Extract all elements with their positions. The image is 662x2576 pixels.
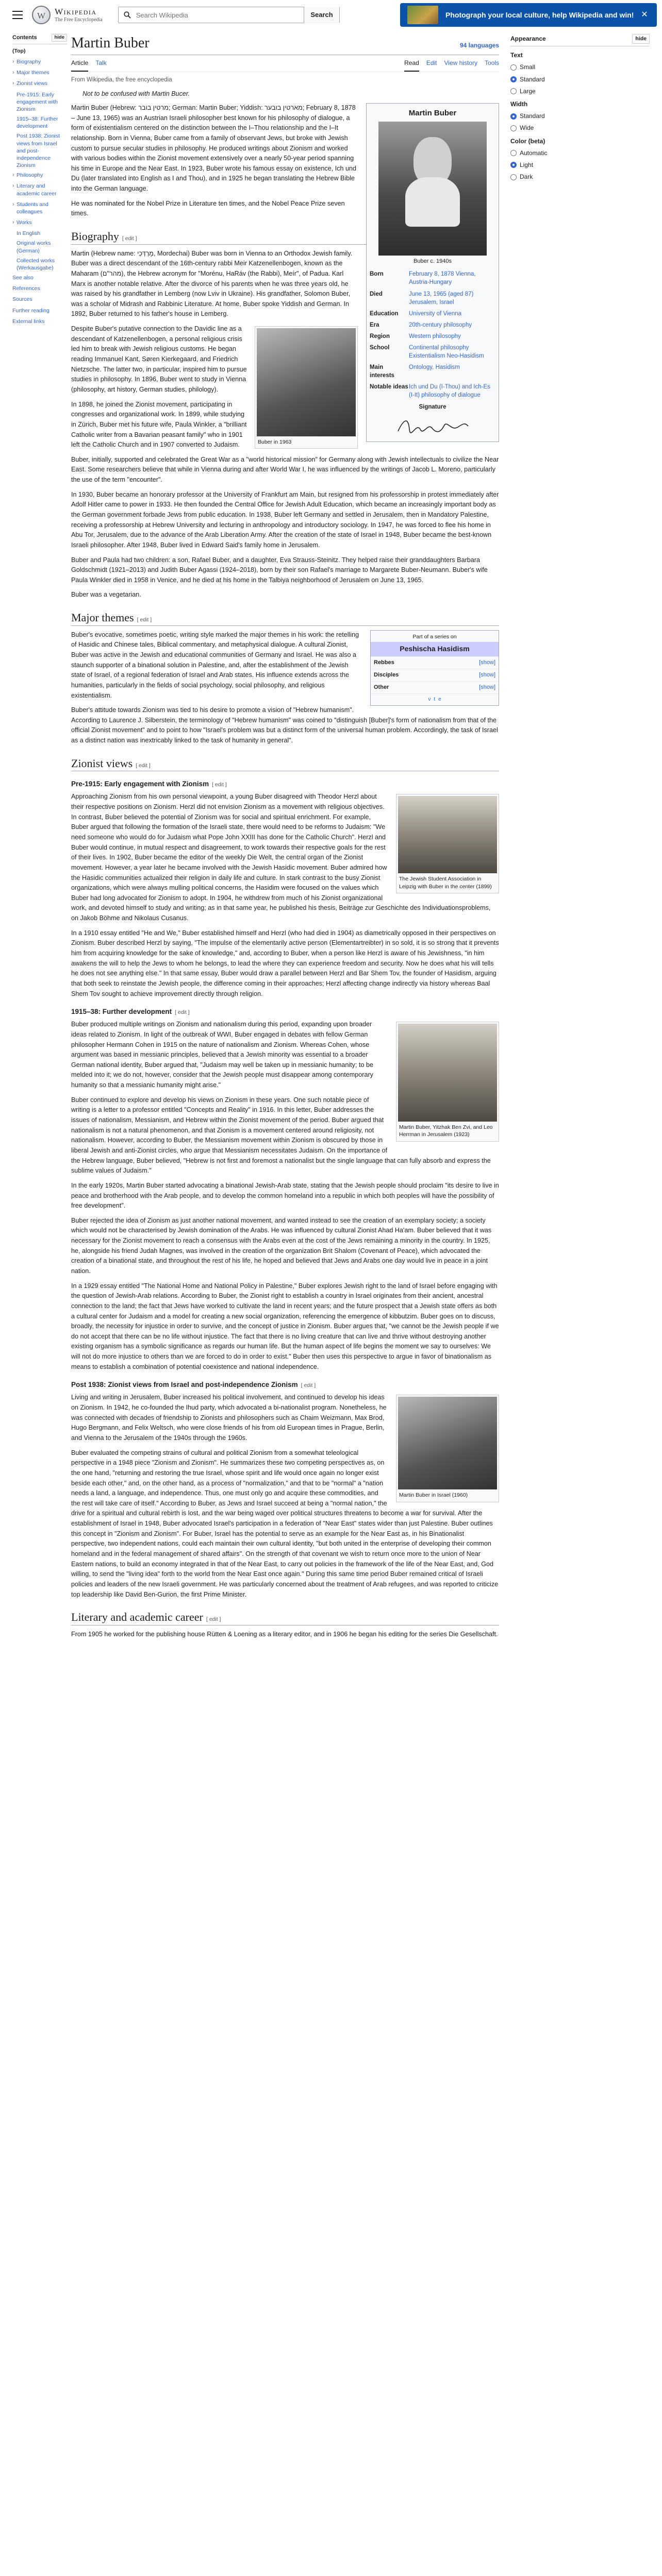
- infobox-row: [369, 342, 496, 362]
- infobox-rows: [369, 268, 496, 412]
- figure-student-association: [396, 794, 499, 893]
- signature-image: [369, 415, 496, 437]
- radio-icon[interactable]: [510, 88, 517, 94]
- navbox-talk-link[interactable]: t: [434, 697, 436, 703]
- figure-caption: Buber in 1963: [258, 439, 292, 446]
- toc-hide-button[interactable]: hide: [52, 34, 67, 42]
- globe-icon: [32, 6, 51, 24]
- portrait-caption: Buber c. 1940s: [413, 258, 452, 264]
- color-options: [510, 148, 650, 182]
- text-size-label: Text: [510, 52, 523, 59]
- navbox-footer: [371, 693, 499, 705]
- paragraph: In a 1929 essay entitled "The National Home and National Policy in Palestine," Buber explores Jewish right to the land of Israel before engaging with the question of Jewish-Arab relations. According to Buber, the Zionist right to establish a country in Israel originates from their ancient, ancestral connection to the land; the fact that Jews have worked to cultivate the land in recent years; and the future prospect that a Jewish state offers as both a cultural center for Judaism and a model for creating a new social organization, referencing the emergence of kibbutzim. Buber goes on to discuss, broadly, the necessity for injustice in order to survive, and the concept of justice in Zionism. Buber argues that, "we cannot be the Jewish people if we do not accept that there can be no life without injustice. The fact that there is no living creature that can live and thrive without destroying another existing organism has a symbolic significance as regards our human life. But the human aspect of life begins the moment we say to ourselves: We will not do more injustice to others than we are forced to do in order to exist." Buber then uses this perspective to argue in favor of binationalism as means to establish a combination of potential coexistence and national independence.: [71, 1282, 499, 1370]
- text-size-options: [510, 62, 650, 96]
- tab-talk[interactable]: Talk: [95, 59, 107, 67]
- infobox-value[interactable]: Continental philosophy Existentialism Neo-Hasidism: [409, 345, 484, 360]
- edit-section-link[interactable]: [ edit ]: [122, 235, 137, 242]
- infobox-title: Martin Buber: [408, 108, 457, 117]
- infobox-value[interactable]: June 13, 1965 (aged 87) Jerusalem, Israel: [409, 291, 474, 306]
- hatnote: Not to be confused with Martin Bucer.: [82, 90, 190, 97]
- paragraph: Martin (Hebrew name: מָרְדְּכַי, Mordechai) Buber was born in Vienna to an Orthodox Jewish family. Buber was a direct descendant of the 16th-century rabbi Meir Katzenellenbogen, known as the Maharam (מהר"ם), the Hebrew acronym for "Morénu, HaRáv (the Rabbi), Meír", of Padua. Karl Marx is another notable relative. After the divorce of his parents when he was three years old, he was raised by his grandfather in Lemberg (now Lviv in Ukraine). His grandfather, Solomon Buber, was a scholar of Midrash and Rabbinic Literature. At home, Buber spoke Yiddish and German. In 1892, Buber returned to his father's house in Lemberg.: [71, 249, 353, 318]
- search-icon: [119, 11, 136, 19]
- toc-item[interactable]: External links: [12, 318, 45, 325]
- edit-section-link[interactable]: [ edit ]: [136, 762, 151, 769]
- paragraph: From 1905 he worked for the publishing house Rütten & Loening as a literary editor, and in 1906 he began his editing for the series Die Gesellschaft.: [71, 1630, 498, 1638]
- page-tabs: [71, 55, 499, 72]
- infobox-value[interactable]: University of Vienna: [409, 310, 462, 317]
- figure-caption: Martin Buber, Yitzhak Ben Zvi, and Leo Herrman in Jerusalem (1923): [399, 1124, 493, 1138]
- radio-icon[interactable]: [510, 113, 517, 120]
- dev-heading-text: 1915–38: Further development: [71, 1008, 172, 1016]
- tab-article[interactable]: Article: [71, 55, 88, 71]
- wikipedia-logo[interactable]: [32, 6, 103, 24]
- appearance-option[interactable]: [510, 160, 650, 170]
- appearance-option[interactable]: [510, 75, 650, 84]
- subsection-heading-post-1938: [71, 1379, 499, 1390]
- option-label: Automatic: [520, 149, 548, 157]
- paragraph: Buber rejected the idea of Zionism as just another national movement, and wanted instead to see the creation of an exemplary society; a society which would not be characterised by Jewish domination of the Arabs. He was influenced by cultural Zionist Ahad Ha'am. Buber believed that it was necessary for the Zionist movement to reach a consensus with the Arabs even at the cost of the Jews remaining a minority in the country. In 1925, he, alongside his friend Judah Magnes, was involved in the creation of the organization Brit Shalom (Covenant of Peace), which advocated the creation of a binational state, and throughout the rest of his life, he hoped and believed that Jews and Arabs one day would live in peace in a joint nation.: [71, 1216, 492, 1275]
- paragraph: Buber continued to explore and develop his views on Zionism in these years. One such notable piece of writing is a letter to a professor entitled "Concepts and Reality" in 1916. In this letter, Buber addresses the issues of nationalism, Messianism, and Hebrew within the Zionist movement of the period. Buber argued that nationalism is not a natural phenomenon, and that Zionism is a movement centered around religiosity, not nationalism. However, according to Buber, the Messianism movement within Zionism is obscured by those in liberal Jewish and anti-Zionist circles, who argue that Messianism necessitates Judaism. On the importance of the Hebrew language, Buber believed, "Hebrew is not first and foremost a nationalist but the single language that can fully absorb and express the sublime values of Judaism.": [71, 1096, 491, 1175]
- infobox-label: Notable ideas: [370, 384, 408, 391]
- toc-item[interactable]: (Top): [12, 47, 26, 54]
- toc-item[interactable]: › Major themes: [12, 69, 67, 76]
- toc-list: [12, 47, 67, 325]
- figure-buber-1963: [255, 326, 358, 449]
- subsection-heading-pre-1915: [71, 778, 499, 789]
- paragraph: In a 1910 essay entitled "He and We," Buber established himself and Herzl (who had died in 1904) as diametrically opposed in their perspectives on Zionism. Buber described Herzl by saying, "The impulse of the elementarily active person (Elementartreibter) in so sold, it is so strong that it prevents him from acquiring knowledge for the sake of knowledge," and, according to Buber, when a person like Herzl is aware of his Jewishness, "in him awakens the will to help the Jews to whom he belongs, to lead the where they can experience freedom and security. Now he does what his will tells he does not see anything else." In that same essay, Buber would draw a parallel between Herzl and Bar Shem Tov, the founder of Hasidism, arguing that both seek to reinstate the Jewish people, the difference coming in their approaches; Herzl affecting change indirectly via history whereas Baal Shem Tov sought to achieve improvement directly through religion.: [71, 929, 499, 997]
- banner-image: [407, 6, 438, 24]
- radio-icon[interactable]: [510, 174, 517, 180]
- figure-caption: Martin Buber in Israel (1960): [399, 1492, 468, 1499]
- paragraph: Despite Buber's putative connection to the Davidic line as a descendant of Katzenellenbogen, a personal religious crisis led him to break with Jewish religious customs. He began reading Immanuel Kant, Søren Kierkegaard, and Friedrich Nietzsche. The latter two, in particular, inspired him to pursue studies in philosophy. In 1896, Buber went to study in Vienna (philosophy, art history, German studies, philology).: [71, 325, 247, 393]
- toc-item[interactable]: In English: [16, 230, 41, 237]
- toc-item[interactable]: › Biography: [12, 58, 67, 65]
- photo-student-association[interactable]: [398, 796, 497, 873]
- navbox-edit-link[interactable]: e: [438, 697, 441, 703]
- page-title: Martin Buber: [71, 35, 150, 51]
- paragraph: Buber's attitude towards Zionism was tied to his desire to promote a vision of "Hebrew humanism". According to Laurence J. Silberstein, the terminology of "Hebrew humanism" was coined to "distinguish [Buber]'s form of nationalism from that of the official Zionist movement" and to point to how "Israel's problem was but a distinct form of the universal human problem. Accordingly, the task of Israel as a distinct nation was inextricably linked to the task of humanity in general".: [71, 706, 498, 744]
- option-label: Light: [520, 161, 534, 168]
- close-icon[interactable]: ✕: [641, 10, 648, 20]
- logo-tagline: The Free Encyclopedia: [55, 16, 103, 23]
- toc-item[interactable]: › Philosophy: [12, 172, 67, 179]
- paragraph: Buber, initially, supported and celebrated the Great War as a "world historical mission" for Germany along with Jewish intellectuals to civilize the Near East. Some researchers believe that while in Vienna during and after World War I, he was influenced by the writings of Jacob L. Moreno, particularly the use of the term "encounter".: [71, 455, 499, 484]
- infobox-label: Education: [370, 310, 399, 317]
- infobox-value[interactable]: 20th-century philosophy: [409, 321, 472, 328]
- navbox-row-label: Disciples: [374, 672, 399, 679]
- appearance-option[interactable]: [510, 111, 650, 121]
- article-content: [71, 34, 499, 1644]
- option-label: Small: [520, 63, 536, 71]
- radio-icon[interactable]: [510, 64, 517, 71]
- logo-wordmark: Wikipedia: [55, 7, 97, 17]
- toc-header: [12, 34, 67, 44]
- table-of-contents: [12, 34, 67, 329]
- option-label: Standard: [520, 75, 545, 83]
- navbox-title[interactable]: Peshischa Hasidism: [371, 642, 499, 656]
- main-menu-icon[interactable]: [12, 11, 23, 19]
- paragraph: Buber evaluated the competing strains of cultural and political Zionism from a somewhat teleological perspective in a 1948 piece "Zionism and Zionism". He summarizes these two competing perspectives as, on the one hand, "returning and restoring the true Israel, whose spirit and life would once again no longer exist beside each other," and, on the other hand, as a process of "normalization," and that to be "normal" a "nation needs a land, a language, and independence. Thus, one must only go and acquire these commodities, and the rest will take care of itself." According to Buber, as Jews and Israel succeed at being a "normal nation," the drive for a spiritual and cultural rebirth is lost, and the war being waged over political structures threatens to become a war for survival. After the establishment of Israel in 1948, Buber advocated Israel's participation in a federation of "Near East" states wider than just Palestine. Buber outlines this concept in "Zionism and Zionism". For Buber, Israel has the potential to serve as an example for the Near East as, in his Binationalist perspective, two independent nations, could each maintain their own cultural identity, "but both united in the enterprise of developing their common homeland and in the federal management of shared affairs". On the strength of that covenant we wish to return once more to the union of Near Eastern nations, to build an economy integrated in that of the Near East, to carry out policies in the framework of the life of the Near East, and, God willing, to send the "living idea" forth to the world from the Near East once again." During this same time period Buber remained critical of Israeli policies and leaders of the new Israeli government. He was particularly concerned about the treatment of Arab refugees, and was reported to criticize top leadership like David Ben-Gurion, the first Prime Minister.: [71, 1449, 499, 1598]
- literary-heading-text: Literary and academic career: [71, 1611, 203, 1624]
- paragraph: Buber's evocative, sometimes poetic, writing style marked the major themes in his work: the retelling of Hasidic and Chinese tales, Biblical commentary, and metaphysical dialogue. A cultural Zionist, Buber was active in the Jewish and educational communities of Germany and Israel. He was also a staunch supporter of a binational solution in Palestine, and, after the establishment of the Jewish state of Israel, of a regional federation of Israel and Arab states. His influence extends across the humanities, particularly in the fields of social psychology, social philosophy, and religious existentialism.: [71, 631, 359, 699]
- infobox-row: [369, 268, 496, 288]
- infobox-row: [369, 331, 496, 342]
- infobox-label: Died: [370, 291, 383, 297]
- radio-icon[interactable]: [510, 162, 517, 168]
- appearance-header: [510, 34, 650, 46]
- color-label: Color (beta): [510, 137, 545, 145]
- infobox-row: [369, 308, 496, 319]
- toc-item[interactable]: › Literary and academic career: [12, 182, 67, 197]
- width-options: [510, 111, 650, 133]
- themes-heading-text: Major themes: [71, 611, 134, 624]
- infobox-label: Born: [370, 271, 384, 278]
- search-button[interactable]: Search: [304, 7, 339, 23]
- toc-title: Contents: [12, 35, 37, 41]
- appearance-hide-button[interactable]: hide: [632, 34, 650, 44]
- appearance-title: Appearance: [510, 35, 546, 42]
- edit-section-link[interactable]: [ edit ]: [137, 617, 152, 623]
- paragraph: Approaching Zionism from his own personal viewpoint, a young Buber disagreed with Theodor Herzl about their respective positions on Zionism. Herzl did not envision Zionism as a movement with religious objectives. In contrast, Buber believed the potential of Zionism was for social and spiritual enrichment. For example, Buber argued that following the formation of the Israeli state, there would need to be reforms to Judaism: "We need someone who would do for Judaism what Pope John XXIII has done for the Catholic Church". Herzl and Buber would continue, in mutual respect and disagreement, to work towards their respective goals for the rest of their lives. In 1902, Buber became the editor of the weekly Die Welt, the central organ of the Zionist movement. However, a year later he became involved with the Jewish Hasidic movement. Buber admired how the Hasidic communities actualized their religion in daily life and culture. In stark contrast to the busy Zionist organizations, which were always mulling political concerns, the Hasidim were focused on the values which Buber had long advocated for Zionism to adopt. In 1904, he withdrew from much of his Zionist organizational work, and devoted himself to study and writing; as in that same year, he published his thesis, Beiträge zur Geschichte des Individuationsproblems, on Jakob Böhme and Nikolaus Cusanus.: [71, 793, 491, 922]
- navbox-show-toggle[interactable]: [show]: [479, 684, 495, 691]
- paragraph: Buber and Paula had two children: a son, Rafael Buber, and a daughter, Eva Strauss-Steinitz. They helped raise their granddaughters Barbara Goldschmidt (1921–2013) and Judith Buber Agassi (1924–2018), born by their son Rafael's marriage to Margarete Buber-Neumann. Buber's wife Paula Winkler died in 1958 in Venice, and he died at his home in the Talbiya neighborhood of Jerusalem on June 13, 1965.: [71, 556, 488, 584]
- toc-item[interactable]: Further reading: [12, 307, 49, 314]
- edit-section-link[interactable]: [ edit ]: [206, 1616, 221, 1623]
- photo-buber-israel-1960[interactable]: [398, 1397, 497, 1489]
- infobox-value[interactable]: February 8, 1878 Vienna, Austria-Hungary: [409, 271, 476, 286]
- paragraph: In 1898, he joined the Zionist movement, participating in congresses and organizational work. In 1899, while studying in Zürich, Buber met his future wife, Paula Winkler, a "brilliant Catholic writer from a Bavarian peasant family" who in 1901 left the Catholic Church and in 1907 converted to Judaism.: [71, 400, 247, 449]
- appearance-panel: [510, 34, 650, 184]
- article-body: [71, 103, 499, 1645]
- toc-item[interactable]: Collected works (Werkausgabe): [16, 257, 55, 271]
- infobox-value[interactable]: Ich und Du (I-Thou) and Ich-Es (I-It) philosophy of dialogue: [409, 384, 490, 399]
- site-subtitle: From Wikipedia, the free encyclopedia: [71, 76, 172, 83]
- infobox-label: Era: [370, 321, 379, 328]
- appearance-option[interactable]: [510, 62, 650, 72]
- navbox-row: [371, 669, 499, 681]
- infobox-row: [369, 289, 496, 308]
- infobox-label: School: [370, 345, 390, 351]
- edit-section-link[interactable]: [ edit ]: [175, 1009, 190, 1016]
- option-label: Standard: [520, 112, 545, 120]
- paragraph: In the early 1920s, Martin Buber started advocating a binational Jewish-Arab state, stating that the Jewish people should proclaim "its desire to live in peace and brotherhood with the Arab people, and to develop the common homeland into a republic in which both peoples will have the possibility of free development".: [71, 1181, 499, 1210]
- post1938-heading-text: Post 1938: Zionist views from Israel and post-independence Zionism: [71, 1381, 298, 1389]
- toc-item[interactable]: Pre-1915: Early engagement with Zionism: [16, 91, 58, 112]
- section-heading-zionist-views: [71, 756, 499, 772]
- search-box: [118, 7, 340, 23]
- infobox-label: Main interests: [370, 364, 394, 379]
- toc-item[interactable]: References: [12, 285, 40, 292]
- infobox-row: [369, 362, 496, 381]
- toc-item[interactable]: › Zionist views: [12, 80, 67, 87]
- figure-buber-israel-1960: [396, 1395, 499, 1502]
- infobox-label: Region: [370, 333, 390, 340]
- toc-item[interactable]: Sources: [12, 296, 32, 303]
- portrait-image[interactable]: [378, 122, 487, 256]
- infobox: [366, 103, 499, 442]
- page-title-row: [71, 34, 499, 55]
- toc-item[interactable]: 1915–38: Further development: [16, 116, 58, 130]
- paragraph: In 1930, Buber became an honorary professor at the University of Frankfurt am Main, but resigned from his professorship in protest immediately after Adolf Hitler came to power in 1933. He then founded the Central Office for Jewish Adult Education, which became an increasingly important body as the German government forbade Jews from public education. In 1938, Buber left Germany and settled in Jerusalem, then in Mandatory Palestine, receiving a professorship at Hebrew University and lecturing in anthropology and introductory sociology. In 1947, he was forced to flee his home in Abu Tor, Jerusalem, due to the advance of the Arab Liberation Army. After the creation of the state of Israel in 1948, Buber became the best-known Israeli philosopher. After 1948, Buber lived in Edward Said's family home in Jerusalem.: [71, 490, 499, 549]
- appearance-option[interactable]: [510, 172, 650, 182]
- tab-view-history[interactable]: View history: [444, 59, 477, 67]
- toc-item[interactable]: Original works (German): [16, 240, 51, 254]
- pre1915-heading-text: Pre-1915: Early engagement with Zionism: [71, 780, 209, 788]
- toc-item[interactable]: › Works: [12, 219, 67, 226]
- biography-heading-text: Biography: [71, 230, 119, 243]
- appearance-option[interactable]: [510, 87, 650, 96]
- photo-buber-ben-zvi[interactable]: [398, 1024, 497, 1122]
- radio-icon[interactable]: [510, 125, 517, 131]
- infobox-row: [369, 401, 496, 413]
- edit-section-link[interactable]: [ edit ]: [212, 782, 227, 788]
- navbox-row-label: Other: [374, 684, 389, 691]
- toc-item[interactable]: See also: [12, 275, 34, 281]
- figure-buber-ben-zvi: [396, 1022, 499, 1141]
- section-heading-major-themes: [71, 611, 499, 626]
- radio-icon[interactable]: [510, 150, 517, 156]
- navbox-rows: [371, 656, 499, 693]
- paragraph: Living and writing in Jerusalem, Buber increased his political involvement, and continued to develop his ideas on Zionism. In 1942, he co-founded the Ihud party, which advocated a bi-nationalist program. Nonetheless, he was connected with decades of friendship to Zionists and philosophers such as Chaim Weizmann, Max Brod, Hugo Bergmann, and Felix Weltsch, who were close friends of his from old European times in Prague, Berlin, and Vienna to the Jerusalem of the 1940s through the 1960s.: [71, 1394, 387, 1442]
- search-input[interactable]: [136, 8, 304, 22]
- navbox-row: [371, 656, 499, 669]
- language-button[interactable]: 94 languages: [459, 41, 499, 49]
- option-label: Large: [520, 87, 536, 95]
- subsection-heading-1915-38: [71, 1006, 499, 1017]
- series-navbox: [370, 630, 499, 706]
- navbox-view-link[interactable]: v: [428, 697, 431, 703]
- campaign-banner[interactable]: [400, 3, 657, 27]
- paragraph: Buber produced multiple writings on Zionism and nationalism during this period, expanding upon broader ideas related to Zionism. In light of the outbreak of WWI, Buber engaged in debates with fellow German philosopher Hermann Cohen in 1915 on the nature of nationalism and Zionism. Whereas Cohen, whose argument was based in messianic principles, believed that a Jewish minority was essential to a broader German national identity, Buber argued that, "Judaism may well be taken up in messianic humanity; to be melded into it; we do not, however, consider that the Jewish people must disappear among contemporary humanity so that a messianic humanity might arise.": [71, 1021, 373, 1089]
- navbox-row-label: Rebbes: [374, 659, 394, 666]
- lead-paragraph-1: Martin Buber (Hebrew: מרטין בובר; German: Martin Buber; Yiddish: מארטין בובער; February 8, 1878 – June 13, 1965) was an Austrian Israeli philosopher best known for his philosophy of dialogue, a form of existentialism centered on the distinction between the I–Thou relationship and the I–It relationship. Born in Vienna, Buber came from a family of observant Jews, but broke with Jewish custom to pursue secular studies in philosophy. He produced writings about Zionism and worked with various bodies within the Zionist movement extensively over a nearly 50-year period spanning his time in Europe and the Near East. In 1923, Buber wrote his famous essay on existence, Ich und Du (later translated into English as I and Thou), and in 1925 he began translating the Hebrew Bible into the German language.: [71, 104, 357, 193]
- infobox-label: Signature: [419, 403, 446, 410]
- banner-text: Photograph your local culture, help Wikipedia and win!: [445, 10, 634, 19]
- radio-icon[interactable]: [510, 76, 517, 82]
- section-heading-literary-career: [71, 1610, 499, 1625]
- width-label: Width: [510, 100, 528, 108]
- tab-tools[interactable]: Tools: [484, 59, 499, 67]
- tab-edit[interactable]: Edit: [426, 59, 437, 67]
- option-label: Dark: [520, 173, 533, 181]
- figure-caption: The Jewish Student Association in Leipzig with Buber in the center (1899): [399, 876, 492, 890]
- toc-item[interactable]: Post 1938: Zionist views from Israel and post-independence Zionism: [16, 133, 60, 169]
- tab-read[interactable]: Read: [404, 55, 419, 71]
- navbox-show-toggle[interactable]: [show]: [479, 659, 495, 666]
- navbox-row: [371, 681, 499, 693]
- zionist-heading-text: Zionist views: [71, 756, 133, 770]
- infobox-value[interactable]: Western philosophy: [409, 333, 461, 340]
- infobox-row: [369, 381, 496, 401]
- appearance-option[interactable]: [510, 148, 650, 158]
- photo-buber-1963[interactable]: [257, 328, 356, 436]
- infobox-value[interactable]: Ontology, Hasidism: [409, 364, 460, 371]
- appearance-option[interactable]: [510, 123, 650, 133]
- toc-item[interactable]: › Students and colleagues: [12, 201, 67, 215]
- paragraph: Buber was a vegetarian.: [71, 591, 141, 599]
- option-label: Wide: [520, 124, 534, 132]
- edit-section-link[interactable]: [ edit ]: [301, 1382, 316, 1389]
- infobox-row: [369, 319, 496, 331]
- lead-paragraph-2: He was nominated for the Nobel Prize in Literature ten times, and the Nobel Peace Prize seven times.: [71, 199, 345, 217]
- navbox-show-toggle[interactable]: [show]: [479, 672, 495, 679]
- navbox-pretitle: Part of a series on: [412, 633, 457, 640]
